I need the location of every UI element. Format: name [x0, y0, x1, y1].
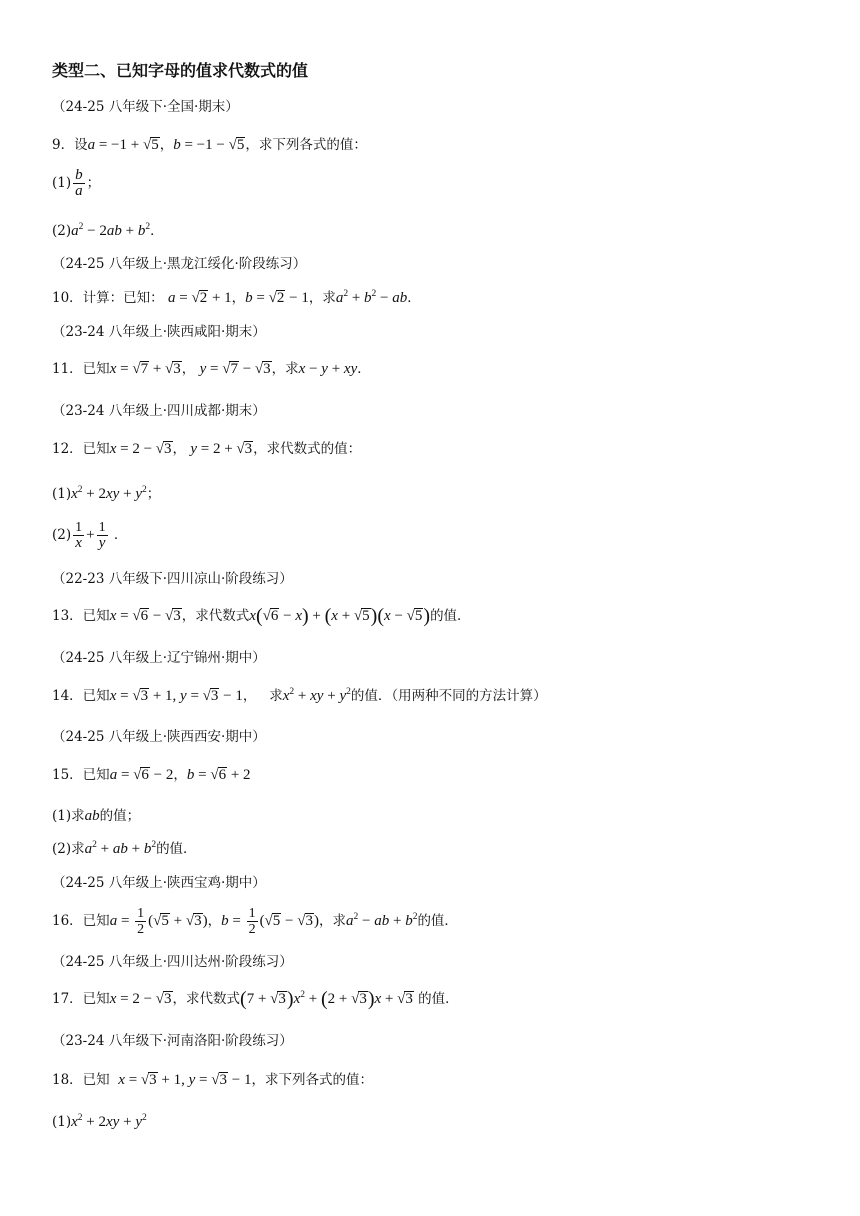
source-q9: （24-25 八年级下·全国·期末）: [52, 99, 239, 115]
source-q18: （23-24 八年级下·河南洛阳·阶段练习）: [52, 1033, 293, 1049]
source-q13: （22-23 八年级下·四川凉山·阶段练习）: [52, 571, 293, 587]
question-9-part-1: (1) $\frac{b}{a}$ ；: [52, 167, 101, 199]
question-11: 11．已知x = √7 + √3， y = √7 − √3，求x − y + xy．: [52, 361, 371, 377]
question-16: 16．已知a = $\frac{1}{2}$ (√5 + √3)，b = $\frac{1}{2}$ (√5 − √3)，求$a^2$ − ab + $b^2$的值．: [52, 906, 458, 937]
source-q14: （24-25 八年级上·辽宁锦州·期中）: [52, 650, 266, 666]
source-q11: （23-24 八年级上·陕西咸阳·期末）: [52, 324, 266, 340]
section-heading: 类型二、已知字母的值求代数式的值: [52, 61, 309, 80]
question-14: 14．已知x = √3 + 1, y = √3 − 1， 求$x^2$ + xy + $y^2$的值．（用两种不同的方法计算）: [52, 687, 547, 704]
question-15-part-2: (2)求$a^2$ + ab + $b^2$的值．: [52, 840, 197, 857]
question-18: 18．已知 x = √3 + 1, y = √3 − 1，求下列各式的值：: [52, 1072, 373, 1088]
question-17: 17．已知x = 2 − √3，求代数式$(7 + √3)x^2 + (2 + √3)x + √3$ 的值．: [52, 988, 459, 1010]
question-12: 12．已知x = 2 − √3， y = 2 + √3，求代数式的值：: [52, 441, 362, 457]
question-13: 13．已知x = √6 − √3，求代数式x(√6 − x) + (x + √5)(x − √5)的值．: [52, 605, 471, 627]
question-15-part-1: (1)求ab的值；: [52, 808, 141, 824]
source-q17: （24-25 八年级上·四川达州·阶段练习）: [52, 954, 293, 970]
question-12-part-2: (2) $\frac{1}{x}$ + $\frac{1}{y}$ ．: [52, 520, 128, 551]
source-q12: （23-24 八年级上·四川成都·期末）: [52, 403, 266, 419]
question-9-part-2: $(2)a^2 - 2ab + b^2$．: [52, 222, 164, 239]
source-q10: （24-25 八年级上·黑龙江绥化·阶段练习）: [52, 256, 307, 272]
question-9: 9．设a = −1 + √5，b = −1 − √5，求下列各式的值：: [52, 137, 367, 153]
source-q16: （24-25 八年级上·陕西宝鸡·期中）: [52, 875, 266, 891]
question-18-part-1: $(1)x^2 + 2xy + y^2$: [52, 1113, 147, 1130]
question-12-part-1: $(1)x^2 + 2xy + y^2$；: [52, 485, 161, 502]
source-q15: （24-25 八年级上·陕西西安·期中）: [52, 729, 266, 745]
question-10: 10．计算：已知： a = √2 + 1，b = √2 − 1，求$a^2 + b^2$ − ab．: [52, 289, 421, 306]
question-15: 15．已知a = √6 − 2，b = √6 + 2: [52, 767, 251, 783]
